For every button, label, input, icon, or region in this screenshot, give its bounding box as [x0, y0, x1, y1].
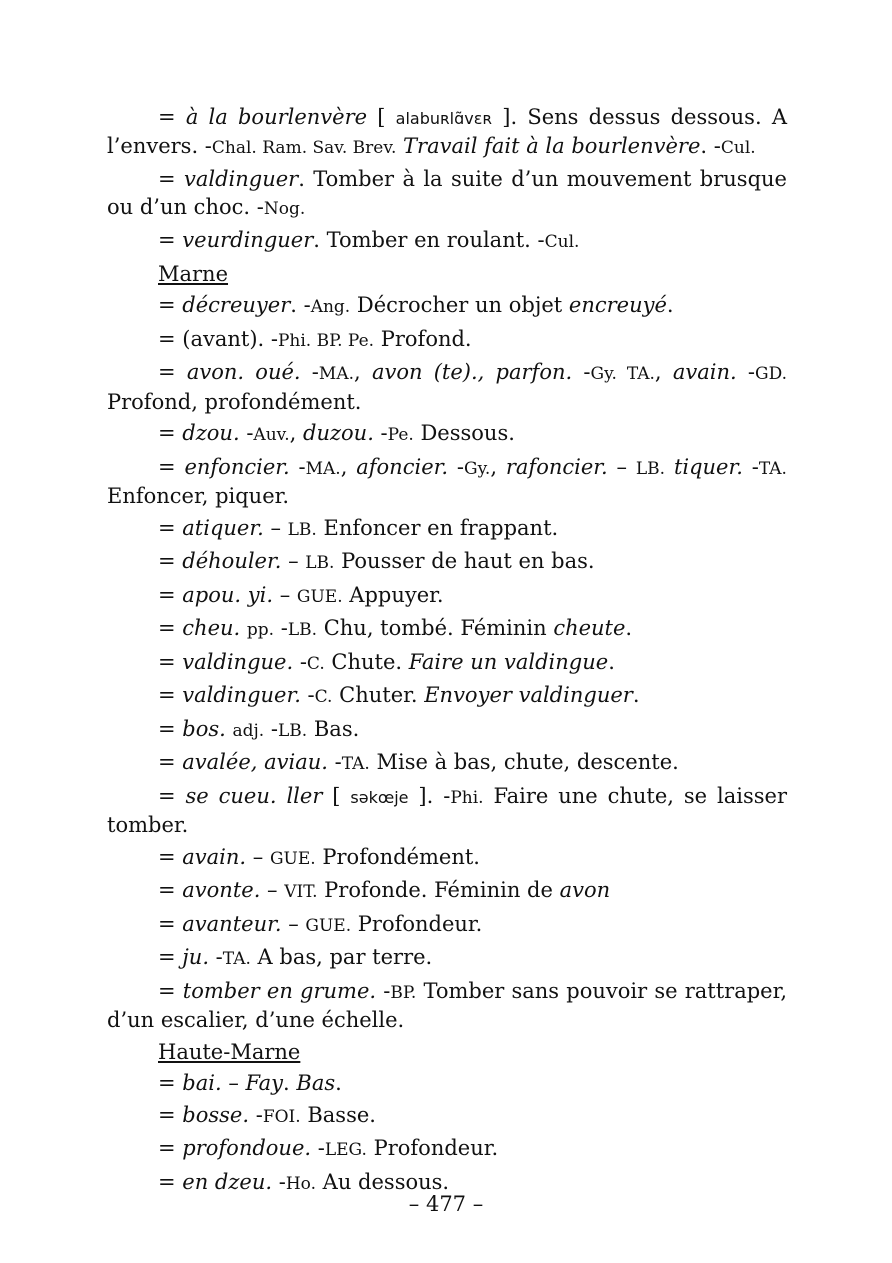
entry-text: =	[158, 844, 183, 869]
entry-text: -	[327, 750, 342, 774]
entry-source: LB.	[635, 458, 666, 479]
entry-source: Nog.	[263, 198, 306, 219]
entry-source: Ang.	[310, 297, 351, 317]
dictionary-entry	[107, 844, 787, 874]
entry-term: enfoncier.	[184, 454, 290, 479]
entry-text: -	[742, 454, 759, 479]
entry-text: Chu, tombé. Féminin	[317, 616, 554, 640]
entry-source: FOI.	[262, 1106, 301, 1127]
entry-term: valdinguer.	[182, 683, 301, 707]
entry-term: tiquer.	[673, 454, 743, 479]
entry-term: valdingue.	[182, 649, 294, 674]
dictionary-entry	[107, 649, 787, 679]
entry-term: avonte.	[182, 878, 261, 902]
entry-text: -	[373, 421, 388, 445]
entry-source: Phi.	[450, 787, 484, 808]
entry-text: =	[158, 105, 186, 129]
entry-text: -	[448, 454, 464, 479]
entry-source: Phi. BP. Pe.	[277, 330, 375, 351]
entry-source: MA.	[305, 458, 341, 479]
entry-text: =	[158, 167, 184, 191]
entry-term: atiquer.	[182, 515, 264, 540]
entry-phonetic: səkœje	[350, 787, 409, 807]
dictionary-entry	[107, 1102, 787, 1132]
entry-term: à la bourlenvère	[185, 105, 368, 129]
dictionary-entry	[107, 783, 787, 840]
dictionary-entry	[107, 1070, 787, 1098]
dictionary-entry	[107, 1135, 787, 1165]
entry-text: =	[158, 360, 187, 384]
entry-term: Fay	[245, 1071, 284, 1095]
dictionary-entry	[107, 749, 787, 779]
entry-source: LB.	[305, 553, 335, 573]
entry-term: déhouler.	[182, 549, 282, 573]
entry-text: =	[158, 750, 183, 774]
entry-term: avon	[559, 878, 611, 902]
entry-text	[226, 717, 233, 741]
dictionary-entry	[107, 515, 787, 545]
entry-text: Chuter.	[332, 683, 425, 707]
entry-text: = (avant). -	[158, 326, 278, 351]
entry-text: -	[376, 978, 391, 1003]
dictionary-entry	[107, 326, 787, 356]
entry-text: Au dessous.	[316, 1169, 450, 1194]
entry-text: Tomber sans pouvoir se rattraper, d’un escalier, d’une échelle.	[107, 978, 787, 1032]
entry-text: Appuyer.	[342, 582, 444, 607]
entry-source: TA.	[758, 458, 787, 479]
entry-text: -	[249, 1102, 263, 1127]
dictionary-entry	[107, 359, 787, 416]
dictionary-entry	[107, 615, 787, 645]
entry-text: Profond.	[374, 326, 472, 351]
entry-text: [	[367, 105, 396, 129]
entry-text: -	[311, 1136, 325, 1160]
entry-text: Faire une chute, se laisser tomber.	[107, 783, 787, 837]
entry-term: Envoyer valdinguer	[424, 683, 633, 707]
entry-text: =	[158, 1102, 183, 1127]
entry-text: =	[158, 228, 183, 252]
entry-text: Mise à bas, chute, descente.	[369, 750, 679, 774]
entry-text: Basse.	[300, 1102, 376, 1127]
entry-term: avain.	[182, 844, 247, 869]
entry-term: afoncier.	[356, 454, 449, 479]
entry-text: -	[274, 616, 288, 640]
entry-text: Décrocher un objet	[350, 293, 569, 317]
entry-text: =	[158, 616, 183, 640]
entry-term: avain.	[672, 360, 737, 384]
entry-text: –	[607, 454, 636, 479]
entry-text: . Tomber à la suite d’un mouvement brusque ou d’un choc. -	[107, 167, 787, 219]
entry-source: Pe.	[387, 425, 414, 445]
entry-term: dzou.	[182, 421, 240, 445]
entry-source: MA.	[318, 364, 355, 384]
entry-text: A bas, par terre.	[250, 945, 433, 969]
dictionary-entry	[107, 420, 787, 450]
entry-text: Enfoncer en frappant.	[316, 515, 559, 540]
entry-text: =	[158, 1136, 183, 1160]
entry-text: . -	[700, 133, 721, 158]
entry-text: =	[158, 716, 183, 741]
entry-text: Profonde. Féminin de	[317, 878, 560, 902]
entry-term: Travail fait à la bourlenvère	[403, 133, 701, 158]
entry-source: LB.	[287, 620, 318, 640]
entry-term: se cueu. ller	[185, 783, 323, 808]
entry-text: .	[283, 1071, 297, 1095]
dictionary-entry	[107, 911, 787, 941]
entry-term: apou. yi.	[182, 582, 274, 607]
entry-text: -	[289, 454, 306, 479]
region-heading: Marne	[158, 261, 229, 286]
entry-term: cheute	[553, 616, 626, 640]
entry-text: –	[281, 911, 306, 936]
entry-text: -	[264, 716, 278, 741]
entry-source: pp.	[246, 620, 275, 640]
entry-text: Profondément.	[315, 844, 480, 869]
entry-source: Gy. TA.	[590, 364, 655, 384]
entry-text: =	[158, 1071, 183, 1095]
entry-text: =	[158, 549, 183, 573]
dictionary-entry	[107, 716, 787, 746]
dictionary-entry	[107, 582, 787, 612]
entry-text: Profondeur.	[366, 1136, 499, 1160]
entry-text: -	[239, 421, 254, 445]
entry-text: Profond, profondément.	[107, 389, 362, 414]
page-number: – 477 –	[408, 1192, 484, 1216]
dictionary-entry	[107, 877, 787, 907]
entry-text: =	[158, 515, 183, 540]
entry-source: adj.	[232, 720, 265, 741]
entry-text: =	[158, 878, 183, 902]
entry-source: GUE.	[269, 848, 316, 869]
entry-source: VIT.	[284, 882, 318, 902]
dictionary-entry	[107, 454, 787, 511]
entry-text: =	[158, 783, 186, 808]
dictionary-entry	[107, 104, 787, 162]
entry-source: LB.	[278, 720, 308, 741]
entry-source: LB.	[287, 519, 317, 540]
entry-text: -	[736, 360, 756, 384]
entry-source: GUE.	[305, 915, 352, 936]
entry-text	[240, 616, 247, 640]
entry-term: tomber en grume.	[182, 978, 377, 1003]
dictionary-entry	[107, 227, 787, 257]
entry-term: avon (te)., parfon.	[371, 360, 573, 384]
entry-text: Pousser de haut en bas.	[334, 549, 595, 573]
entry-term: valdinguer	[183, 167, 299, 191]
entry-text: ,	[340, 454, 357, 479]
entry-term: profondoue.	[182, 1136, 312, 1160]
dictionary-entry	[107, 166, 787, 223]
entry-term: en dzeu.	[182, 1169, 273, 1194]
entry-term: bosse.	[182, 1102, 250, 1127]
entry-text: =	[158, 582, 183, 607]
entry-source: Cul.	[720, 137, 756, 158]
entry-text: =	[158, 421, 183, 445]
entry-term: décreuyer	[182, 293, 291, 317]
entry-term: ju.	[182, 945, 209, 969]
dictionary-entry	[107, 292, 787, 322]
entry-text: -	[572, 360, 591, 384]
dictionary-entry	[107, 548, 787, 578]
entry-text: =	[158, 945, 183, 969]
document-body	[107, 104, 787, 1202]
entry-source: Ho.	[285, 1173, 316, 1194]
entry-text: =	[158, 683, 183, 707]
region-heading: Haute-Marne	[158, 1039, 301, 1064]
entry-term: avon. oué.	[186, 360, 301, 384]
entry-text: ]. Sens dessus dessous. A l’envers. -	[107, 105, 788, 158]
entry-source: Chal. Ram. Sav. Brev.	[211, 137, 397, 158]
entry-text: -	[300, 683, 315, 707]
entry-text: . Tomber en roulant. -	[313, 228, 545, 252]
entry-text: –	[273, 582, 297, 607]
entry-text: .	[335, 1071, 342, 1095]
entry-text: –	[221, 1071, 246, 1095]
dictionary-entry	[107, 944, 787, 974]
entry-text: .	[625, 616, 633, 640]
entry-text: ,	[289, 421, 303, 445]
entry-text: =	[158, 911, 183, 936]
entry-text: . -	[290, 293, 311, 317]
entry-text: .	[632, 683, 640, 707]
dictionary-entry	[107, 682, 787, 712]
entry-source: Auv.	[253, 425, 290, 445]
entry-source: TA.	[222, 949, 251, 969]
entry-term: bos.	[182, 716, 226, 741]
entry-text: Enfoncer, piquer.	[107, 484, 290, 508]
entry-text: =	[158, 649, 183, 674]
entry-source: Cul.	[544, 232, 580, 252]
entry-text: =	[158, 454, 185, 479]
entry-text: Dessous.	[413, 421, 515, 445]
entry-source: C.	[314, 687, 333, 707]
entry-term: rafoncier.	[505, 454, 608, 479]
entry-text: =	[158, 978, 183, 1003]
entry-source: LEG.	[324, 1140, 367, 1160]
entry-term: Bas	[296, 1071, 336, 1095]
entry-term: duzou.	[303, 421, 374, 445]
entry-term: veurdinguer	[182, 228, 314, 252]
entry-text: –	[260, 878, 285, 902]
entry-term: bai.	[182, 1071, 222, 1095]
entry-text: ,	[354, 360, 372, 384]
entry-term: encreuyé	[568, 293, 667, 317]
entry-source: TA.	[341, 754, 370, 774]
entry-text: –	[281, 549, 306, 573]
entry-phonetic: alabuʀlɑ̃vɛʀ	[395, 109, 493, 128]
entry-text: -	[272, 1169, 286, 1194]
entry-text: .	[608, 649, 615, 674]
dictionary-entry	[107, 978, 787, 1035]
entry-source: GUE.	[296, 586, 343, 607]
entry-text: -	[293, 649, 307, 674]
entry-text: Chute.	[324, 649, 409, 674]
entry-text: ,	[654, 360, 673, 384]
entry-text: [	[322, 783, 351, 808]
entry-term: avanteur.	[182, 911, 282, 936]
entry-text: -	[300, 360, 319, 384]
entry-source: Gy.	[463, 458, 491, 479]
entry-term: avalée, aviau.	[182, 750, 328, 774]
entry-text: -	[209, 945, 223, 969]
entry-source: BP.	[390, 982, 417, 1003]
entry-term: Faire un valdingue	[408, 649, 609, 674]
entry-text: –	[263, 515, 288, 540]
entry-term: cheu.	[182, 616, 241, 640]
entry-text: ,	[490, 454, 506, 479]
entry-text: Bas.	[307, 716, 360, 741]
entry-text: Profondeur.	[351, 911, 483, 936]
entry-text: =	[158, 293, 183, 317]
entry-text	[665, 455, 674, 479]
entry-text: –	[246, 844, 270, 869]
entry-text: =	[158, 1169, 183, 1194]
entry-text: ]. -	[408, 783, 451, 808]
entry-source: GD.	[755, 364, 788, 384]
entry-source: C.	[306, 653, 325, 674]
entry-text: .	[666, 293, 674, 317]
